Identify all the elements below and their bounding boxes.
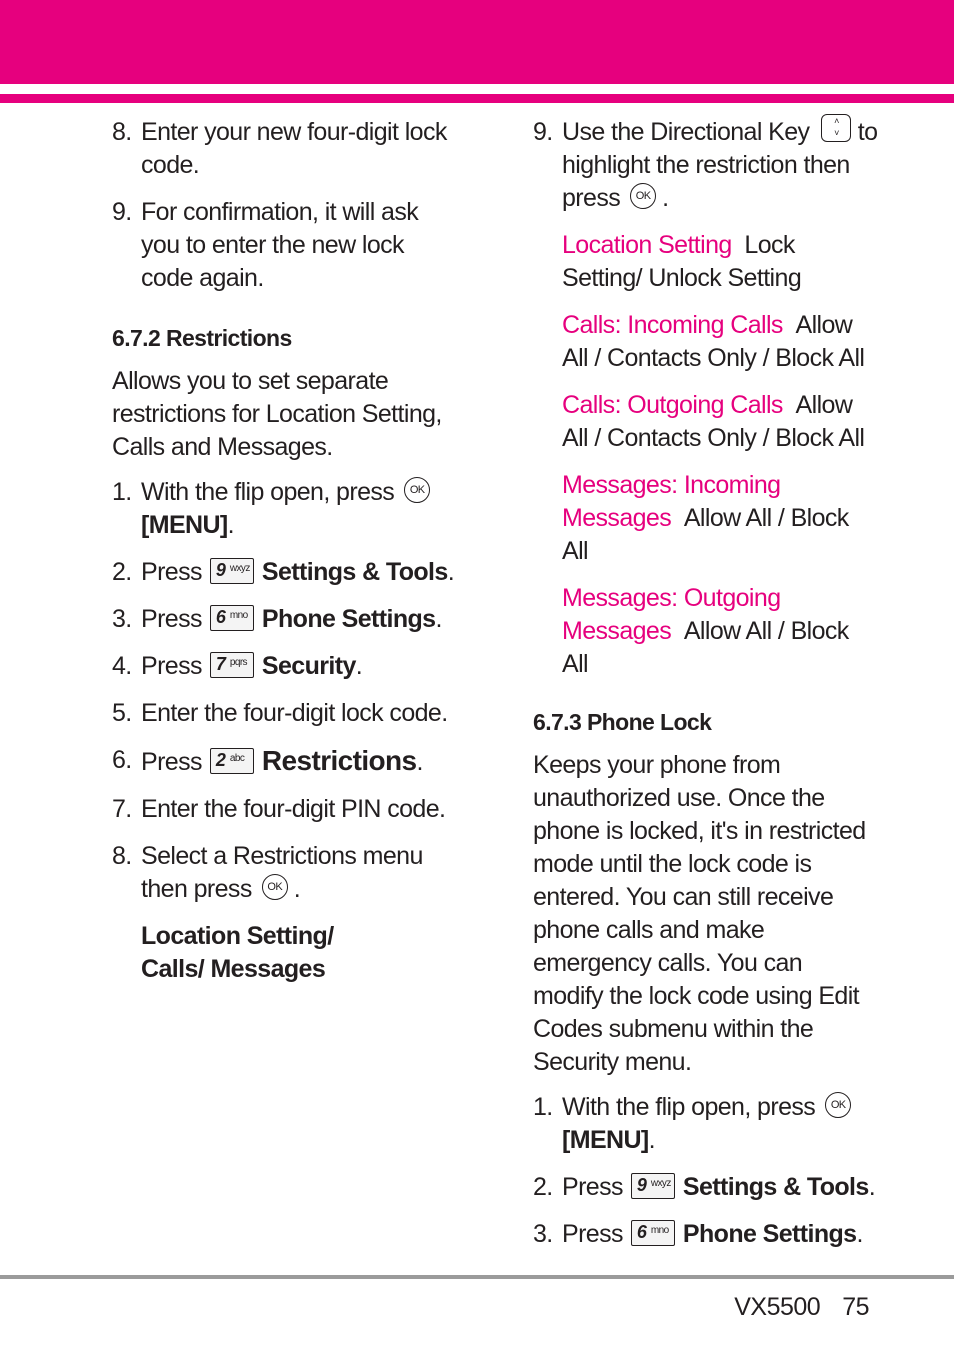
- step-text: [562, 1091, 878, 1157]
- option-label: Messages: Incoming Messages: [562, 471, 781, 532]
- punct: .: [662, 184, 669, 212]
- step-label: Press: [141, 652, 202, 680]
- left-column: [112, 116, 457, 1000]
- step-number: 9.: [112, 198, 132, 226]
- restriction-option: [533, 582, 852, 681]
- key-letters: mno: [650, 1225, 669, 1237]
- option-label: Location Setting: [562, 231, 732, 259]
- step-label: Use the Directional Key: [562, 118, 810, 146]
- section-heading: 6.7.2 Restrictions: [112, 325, 292, 351]
- header-band: [0, 0, 954, 84]
- step-text: Enter your new four-digit lock code.: [141, 118, 447, 179]
- restriction-option: [533, 309, 878, 375]
- step-text: [141, 650, 457, 683]
- list-item: [112, 793, 457, 826]
- step-label: Press: [141, 605, 202, 633]
- punct: .: [648, 1126, 656, 1154]
- punct: .: [868, 1173, 876, 1201]
- section-intro: Allows you to set separate restrictions for Location Setting, Calls and Messages.: [112, 367, 442, 461]
- punct: .: [447, 558, 455, 586]
- step-text: Enter the four-digit lock code.: [141, 699, 448, 727]
- page-number: 75: [842, 1293, 869, 1321]
- punct: .: [416, 748, 423, 776]
- key-letters: mno: [229, 610, 248, 622]
- key-2-icon: [210, 748, 254, 774]
- list-item: [112, 697, 457, 730]
- step-number: 8.: [112, 842, 132, 870]
- option-values: Allow All / Contacts Only / Block All: [562, 391, 865, 452]
- menu-name: Settings & Tools: [682, 1173, 869, 1201]
- list-item: [533, 1218, 878, 1251]
- list-item: [112, 476, 457, 542]
- menu-name: [MENU]: [562, 1126, 649, 1154]
- ok-key-icon: OK: [630, 183, 656, 209]
- page-footer: [734, 1293, 869, 1322]
- key-digit: 9: [636, 1175, 647, 1196]
- step-text: [562, 116, 878, 215]
- step-number: 8.: [112, 118, 132, 146]
- step-text: [562, 1171, 878, 1204]
- key-9-icon: [631, 1173, 675, 1199]
- section-heading: 6.7.3 Phone Lock: [533, 709, 712, 735]
- menu-name: Settings & Tools: [261, 558, 448, 586]
- step-number: 1.: [533, 1093, 553, 1121]
- list-item: [112, 840, 457, 906]
- option-values: Allow All / Contacts Only / Block All: [562, 311, 865, 372]
- list-item: [112, 603, 457, 636]
- step-number: 2.: [112, 558, 132, 586]
- key-6-icon: [210, 605, 254, 631]
- step-label: Select a Restrictions menu then press: [141, 842, 423, 903]
- key-digit: 6: [215, 607, 226, 628]
- punct: .: [227, 511, 235, 539]
- step-text: [141, 744, 457, 779]
- key-7-icon: [210, 652, 254, 678]
- punct: .: [293, 875, 301, 903]
- key-digit: 7: [215, 654, 226, 675]
- list-item: [112, 744, 457, 779]
- step-number: 4.: [112, 652, 132, 680]
- key-letters: pqrs: [229, 657, 247, 669]
- list-item: [112, 196, 457, 295]
- list-item: [533, 116, 878, 215]
- list-item: [112, 556, 457, 589]
- step-number: 6.: [112, 746, 132, 774]
- option-label: Messages: Outgoing Messages: [562, 584, 781, 645]
- step-text: [562, 1218, 878, 1251]
- step-text: [141, 840, 457, 906]
- directional-key-icon: ˄ ˅: [821, 114, 851, 142]
- punct: .: [435, 605, 442, 633]
- menu-options: Location Setting/ Calls/ Messages: [141, 922, 334, 983]
- menu-name: [MENU]: [141, 511, 228, 539]
- key-6-icon: [631, 1220, 675, 1246]
- list-item: [533, 1091, 878, 1157]
- step-text: [141, 556, 457, 589]
- step-text: Enter the four-digit PIN code.: [141, 795, 446, 823]
- menu-name: Security: [261, 652, 356, 680]
- option-label: Calls: Outgoing Calls: [562, 391, 783, 419]
- step-label: Press: [141, 558, 202, 586]
- option-values: Allow All / Block All: [562, 504, 849, 565]
- option-label: Calls: Incoming Calls: [562, 311, 783, 339]
- step-label: to highlight the restriction then press: [562, 118, 878, 212]
- list-item: [112, 650, 457, 683]
- option-values: Allow All / Block All: [562, 617, 849, 678]
- menu-name: Restrictions: [261, 745, 417, 776]
- step-number: 5.: [112, 699, 132, 727]
- punct: .: [355, 652, 363, 680]
- menu-name: Phone Settings: [261, 605, 436, 633]
- restriction-option: [533, 229, 878, 295]
- key-letters: wxyz: [650, 1178, 671, 1190]
- section-intro: Keeps your phone from unauthorized use. Once the phone is locked, it's in restricted mode until the lock code is entered. You can still receive phone calls and make emergency calls. You can modify the lock code using Edit Codes submenu within the Security menu.: [533, 751, 866, 1076]
- step-label: Press: [562, 1220, 623, 1248]
- key-digit: 6: [636, 1222, 647, 1243]
- key-digit: 2: [215, 750, 226, 771]
- restriction-option: [533, 469, 852, 568]
- step-text: [141, 476, 457, 542]
- step-label: Press: [141, 748, 202, 776]
- step-label: Press: [562, 1173, 623, 1201]
- option-values: Lock Setting/ Unlock Setting: [562, 231, 802, 292]
- ok-key-icon: OK: [262, 874, 288, 900]
- ok-key-icon: OK: [404, 477, 430, 503]
- step-number: 3.: [533, 1220, 553, 1248]
- list-item: [112, 116, 457, 182]
- step-number: 3.: [112, 605, 132, 633]
- list-item: [533, 1171, 878, 1204]
- step-text: For confirmation, it will ask you to enter the new lock code again.: [141, 198, 419, 292]
- key-digit: 9: [215, 560, 226, 581]
- punct: .: [856, 1220, 863, 1248]
- step-label: With the flip open, press: [141, 478, 395, 506]
- step-label: With the flip open, press: [562, 1093, 816, 1121]
- header-stripe: [0, 94, 954, 103]
- step-number: 9.: [533, 118, 553, 146]
- step-number: 2.: [533, 1173, 553, 1201]
- restriction-option: [533, 389, 878, 455]
- menu-name: Phone Settings: [682, 1220, 857, 1248]
- step-number: 7.: [112, 795, 132, 823]
- right-column: [533, 116, 878, 1265]
- key-letters: abc: [229, 753, 245, 765]
- footer-rule: [0, 1275, 954, 1279]
- key-9-icon: [210, 558, 254, 584]
- step-text: [141, 603, 457, 636]
- step-number: 1.: [112, 478, 132, 506]
- model-name: VX5500: [734, 1293, 821, 1321]
- ok-key-icon: OK: [825, 1092, 851, 1118]
- key-letters: wxyz: [229, 563, 250, 575]
